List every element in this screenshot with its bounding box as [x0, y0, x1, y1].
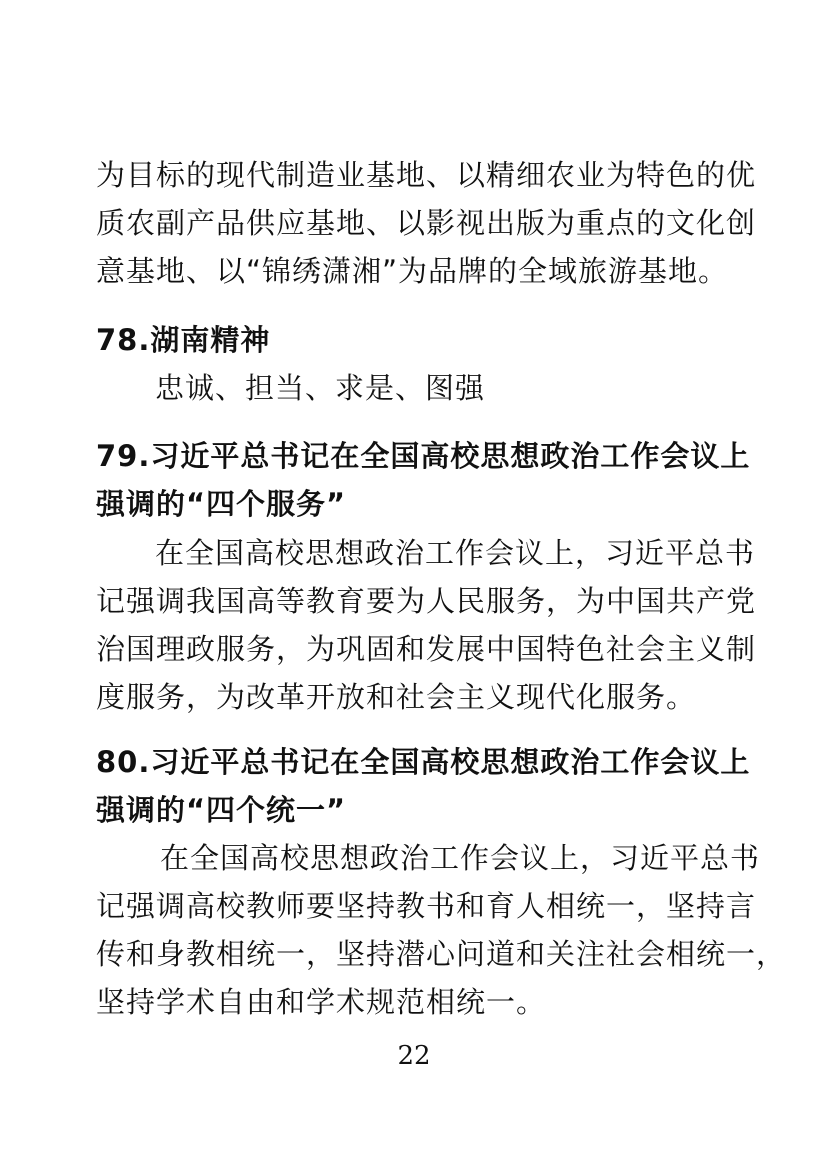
section-body-line: 记强调高校教师要坚持教书和育人相统一，坚持言 [96, 889, 757, 923]
section-body-line: 在全国高校思想政治工作会议上，习近平总书 [130, 841, 761, 875]
section-heading: 80.习近平总书记在全国高校思想政治工作会议上 [96, 745, 751, 779]
section-heading: 强调的“四个服务” [96, 487, 347, 521]
paragraph-line: 质农副产品供应基地、以影视出版为重点的文化创 [96, 206, 757, 240]
page-number: 22 [397, 1041, 431, 1071]
section-body-line: 坚持学术自由和学术规范相统一。 [96, 985, 547, 1019]
paragraph-line: 为目标的现代制造业基地、以精细农业为特色的优 [96, 158, 757, 192]
section-body-line: 传和身教相统一，坚持潜心问道和关注社会相统一， [96, 937, 787, 971]
section-body-line: 记强调我国高等教育要为人民服务，为中国共产党 [96, 584, 757, 618]
section-heading: 强调的“四个统一” [96, 793, 347, 827]
section-heading: 78.湖南精神 [96, 323, 271, 357]
section-body-line: 度服务，为改革开放和社会主义现代化服务。 [96, 680, 697, 714]
section-heading: 79.习近平总书记在全国高校思想政治工作会议上 [96, 439, 751, 473]
section-body-line: 在全国高校思想政治工作会议上，习近平总书 [125, 536, 756, 570]
section-body-line: 忠诚、担当、求是、图强 [125, 371, 486, 405]
paragraph-line: 意基地、以“锦绣潇湘”为品牌的全域旅游基地。 [96, 254, 729, 288]
section-body-line: 治国理政服务，为巩固和发展中国特色社会主义制 [96, 632, 757, 666]
